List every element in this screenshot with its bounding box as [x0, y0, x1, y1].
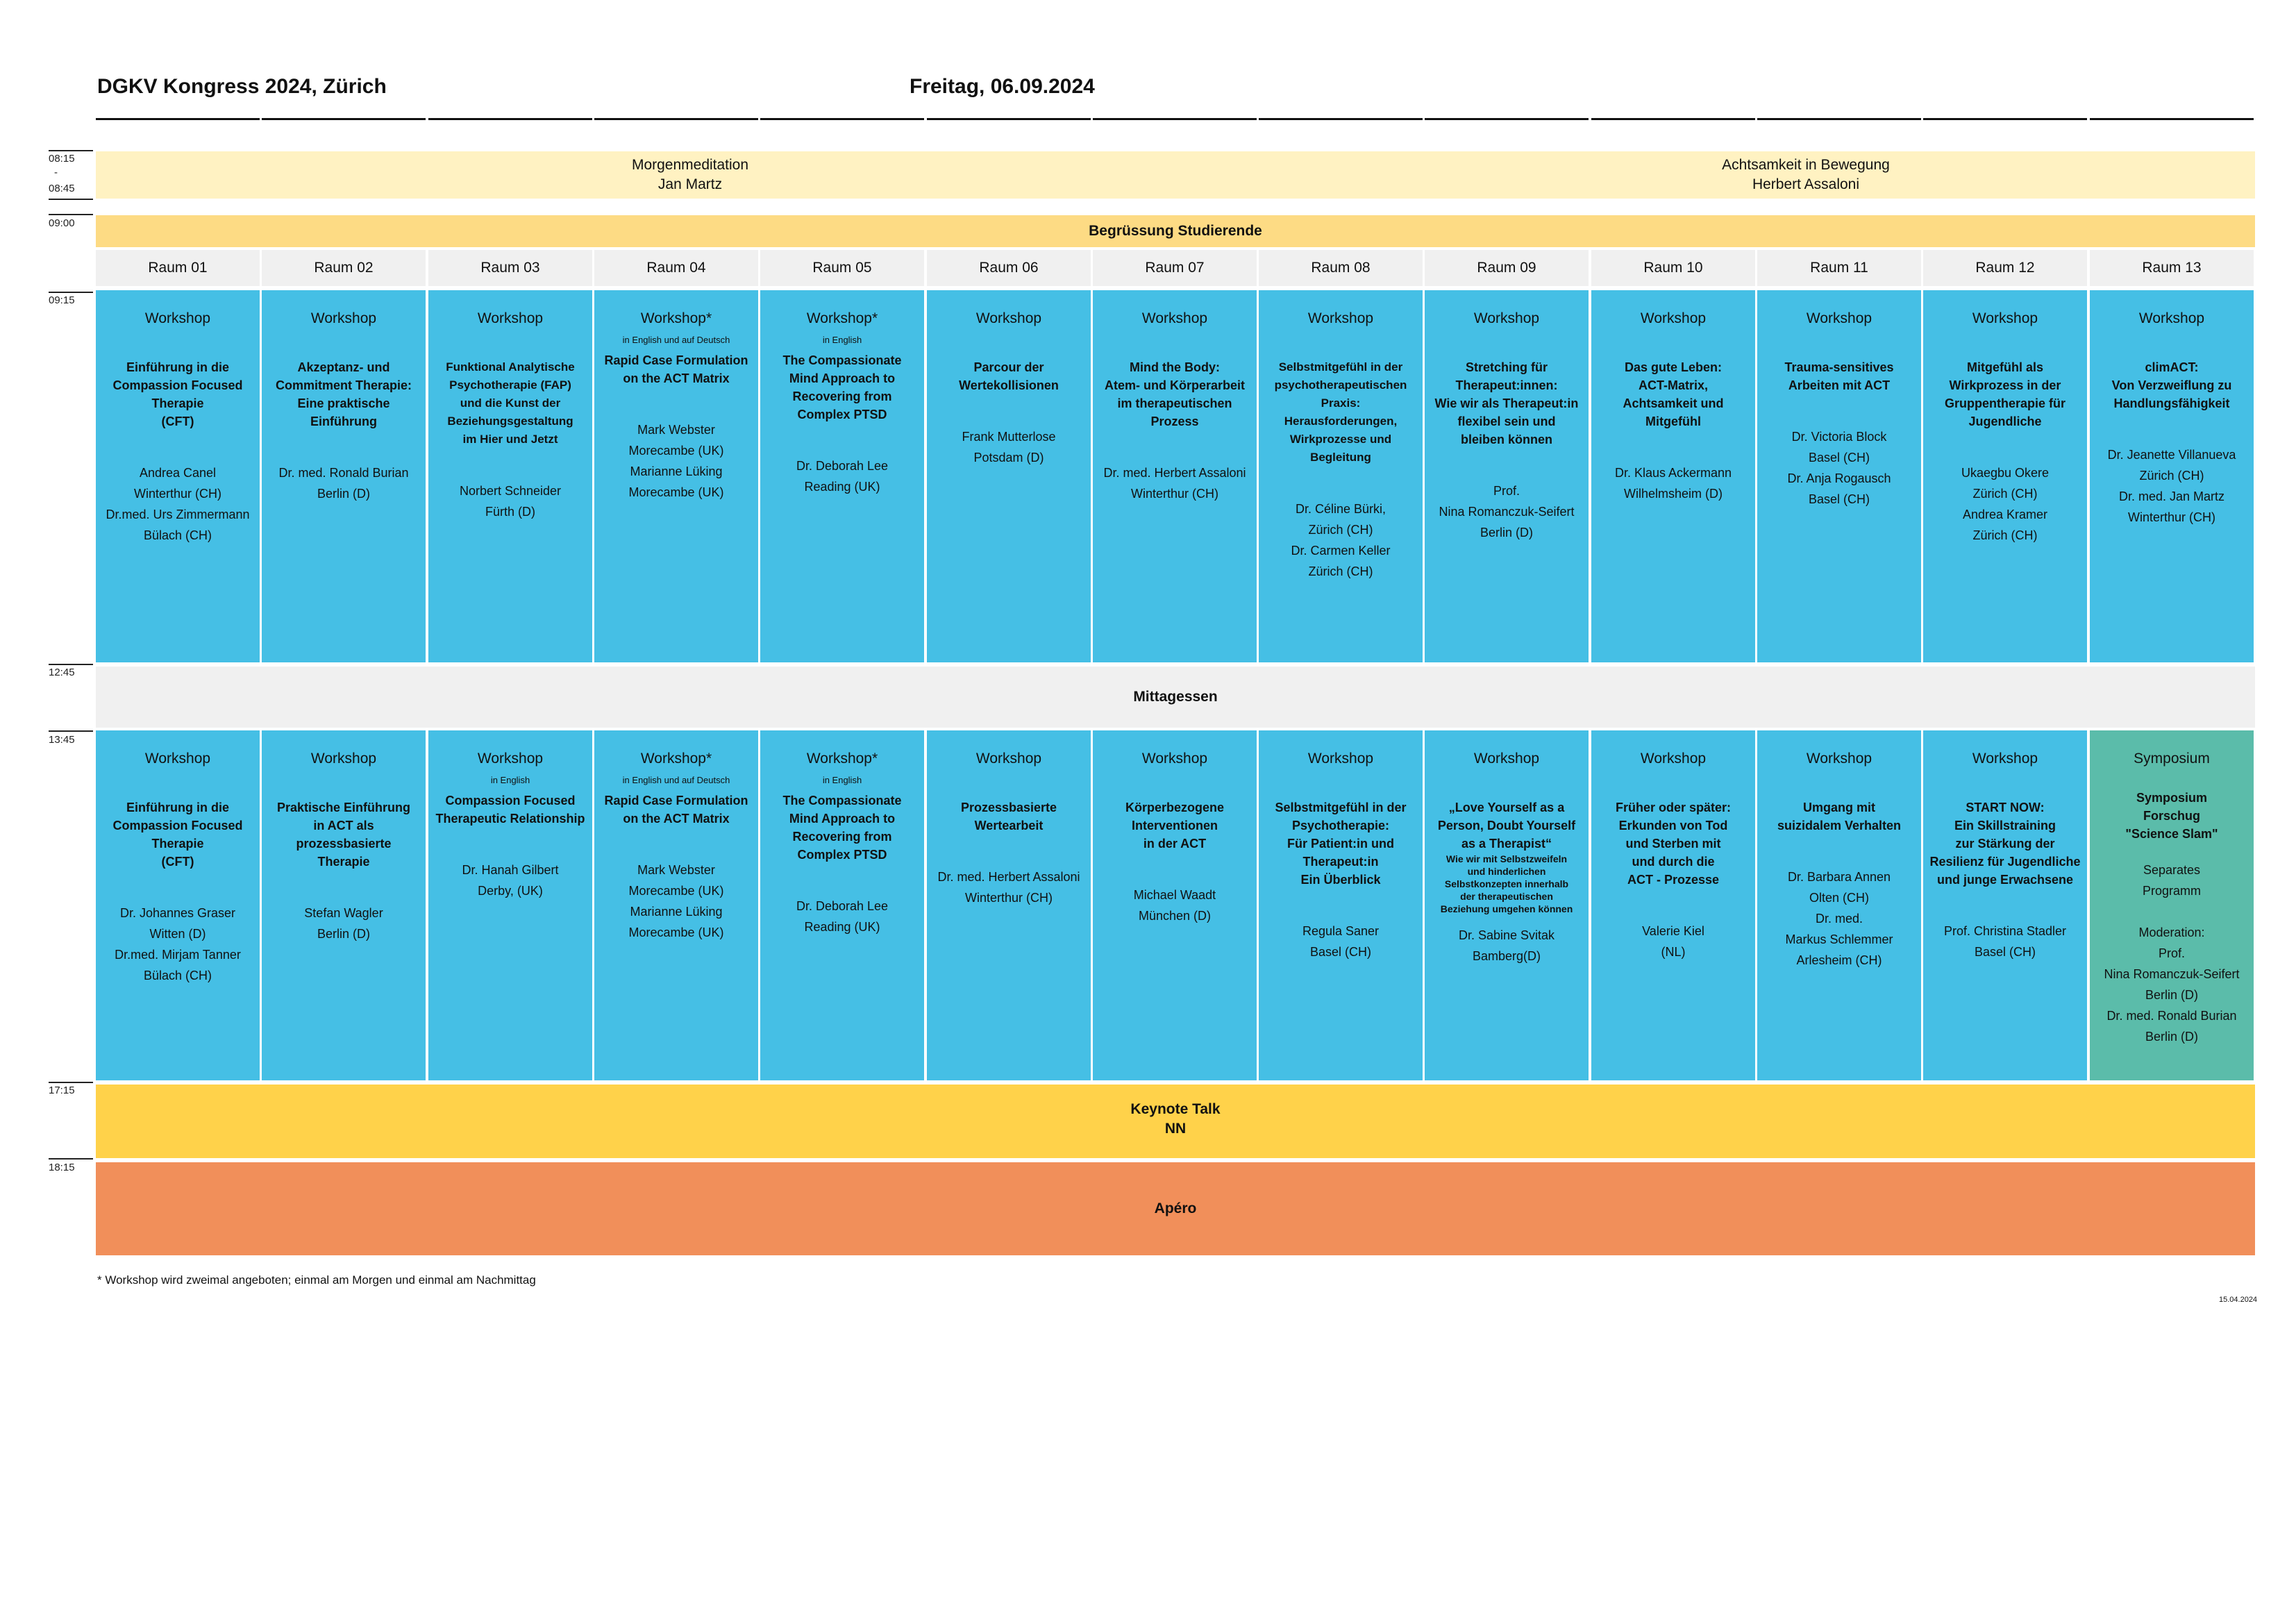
morning-workshop-type: Workshop	[1640, 310, 1707, 326]
afternoon-workshop-cell	[1591, 730, 1755, 1080]
morning-workshop-cell	[594, 290, 758, 662]
keynote-title: Keynote Talk	[1130, 1101, 1221, 1117]
time-separator	[49, 1082, 93, 1083]
header-underline	[1093, 118, 1257, 120]
afternoon-workshop-type: Workshop*	[806, 751, 878, 767]
morning-activities-band	[96, 151, 2255, 199]
afternoon-workshop-cell	[96, 730, 260, 1080]
afternoon-workshop-cell	[428, 730, 592, 1080]
afternoon-workshop-type: Workshop	[975, 751, 1042, 767]
morning-workshop-type: Workshop	[1141, 310, 1208, 326]
morning-workshop-type: Workshop*	[806, 310, 878, 326]
room-header: Raum 08	[1259, 250, 1423, 286]
time-separator	[49, 292, 93, 293]
room-header: Raum 04	[594, 250, 758, 286]
afternoon-workshop-title: „Love Yourself as a Person, Doubt Yourself as a Therapist“	[1437, 801, 1576, 851]
time-label-1345: 13:45	[49, 734, 75, 746]
morning-workshop-title: Das gute Leben: ACT-Matrix, Achtsamkeit und Mitgefühl	[1623, 360, 1724, 428]
afternoon-workshop-cell	[1757, 730, 1921, 1080]
morning-workshop-language-note: in English und auf Deutsch	[622, 335, 730, 345]
mindful-movement	[1545, 156, 2066, 194]
mindful-movement-leader: Herbert Assaloni	[1752, 176, 1860, 192]
time-separator	[49, 214, 93, 215]
keynote-band	[96, 1085, 2255, 1158]
afternoon-workshop-cell	[1259, 730, 1423, 1080]
room-header: Raum 03	[428, 250, 592, 286]
morning-workshop-type: Workshop	[477, 310, 544, 326]
morning-workshop-cell	[1757, 290, 1921, 662]
afternoon-workshop-type: Workshop	[1972, 751, 2038, 767]
morning-workshop-title: Selbstmitgefühl in der psychotherapeutischen Praxis: Herausforderungen, Wirkprozesse und Begleitung	[1274, 360, 1407, 464]
morning-workshop-cell	[927, 290, 1091, 662]
morning-workshop-language-note: in English	[822, 335, 862, 345]
afternoon-workshop-speakers: Regula Saner Basel (CH)	[1302, 924, 1380, 959]
morning-meditation-title: Morgenmeditation	[631, 157, 749, 173]
afternoon-workshop-cell	[1093, 730, 1257, 1080]
morning-workshop-title: Akzeptanz- und Commitment Therapie: Eine praktische Einführung	[275, 360, 412, 428]
morning-workshop-title: Rapid Case Formulation on the ACT Matrix	[604, 353, 748, 385]
header-underline	[594, 118, 758, 120]
afternoon-workshop-type: Workshop	[1473, 751, 1540, 767]
morning-workshop-type: Workshop	[1473, 310, 1540, 326]
afternoon-workshop-type: Workshop	[1141, 751, 1208, 767]
time-label-0915: 09:15	[49, 294, 75, 306]
afternoon-workshop-title: The Compassionate Mind Approach to Recovering from Complex PTSD	[782, 794, 902, 862]
header-underline	[1591, 118, 1755, 120]
room-header: Raum 07	[1093, 250, 1257, 286]
morning-workshop-type: Workshop	[975, 310, 1042, 326]
header-underline	[1757, 118, 1921, 120]
morning-workshop-cell	[760, 290, 924, 662]
afternoon-workshop-speakers: Separates Programm Moderation: Prof. Nina Romanczuk-Seifert Berlin (D) Dr. med. Ronald Burian Berlin (D)	[2104, 863, 2240, 1044]
room-header: Raum 02	[262, 250, 426, 286]
lunch-band: Mittagessen	[96, 667, 2255, 728]
room-header: Raum 10	[1591, 250, 1755, 286]
morning-workshop-title: Mind the Body: Atem- und Körperarbeit im therapeutischen Prozess	[1104, 360, 1246, 428]
morning-workshop-title: Einführung in die Compassion Focused Therapie (CFT)	[112, 360, 243, 428]
morning-workshop-speakers: Dr. med. Herbert Assaloni Winterthur (CH)	[1103, 466, 1246, 501]
schedule-date: Freitag, 06.09.2024	[910, 75, 1095, 98]
header-underline	[2090, 118, 2254, 120]
afternoon-workshop-type: Workshop	[310, 751, 377, 767]
time-separator	[49, 150, 93, 151]
afternoon-workshop-type: Symposium	[2134, 751, 2210, 767]
morning-workshop-speakers: Prof. Nina Romanczuk-Seifert Berlin (D)	[1439, 484, 1575, 539]
afternoon-workshop-speakers: Dr. Sabine Svitak Bamberg(D)	[1458, 928, 1555, 963]
afternoon-workshop-title: Selbstmitgefühl in der Psychotherapie: Für Patient:in und Therapeut:in Ein Überblick	[1275, 801, 1407, 887]
morning-meditation-leader: Jan Martz	[657, 176, 723, 192]
room-header: Raum 01	[96, 250, 260, 286]
afternoon-workshop-language-note: in English	[490, 775, 530, 785]
time-label-0900: 09:00	[49, 217, 75, 229]
afternoon-workshop-cell	[760, 730, 924, 1080]
morning-workshop-type: Workshop	[1806, 310, 1872, 326]
morning-workshop-speakers: Dr. med. Ronald Burian Berlin (D)	[278, 466, 409, 501]
time-label-0845: 08:45	[49, 183, 75, 194]
morning-workshop-title: Stretching für Therapeut:innen: Wie wir als Therapeut:in flexibel sein und bleiben können	[1434, 360, 1579, 446]
morning-workshop-cell	[262, 290, 426, 662]
morning-workshop-speakers: Andrea Canel Winterthur (CH) Dr.med. Urs Zimmermann Bülach (CH)	[106, 466, 250, 542]
room-header: Raum 11	[1757, 250, 1921, 286]
afternoon-workshop-title: Praktische Einführung in ACT als prozessbasierte Therapie	[276, 801, 411, 869]
afternoon-workshop-title: Symposium Forschug "Science Slam"	[2125, 791, 2218, 841]
afternoon-workshop-language-note: in English	[822, 775, 862, 785]
morning-workshop-type: Workshop	[1307, 310, 1374, 326]
room-header: Raum 05	[760, 250, 924, 286]
footnote: * Workshop wird zweimal angeboten; einmal am Morgen und einmal am Nachmittag	[97, 1273, 536, 1287]
afternoon-workshop-cell	[594, 730, 758, 1080]
afternoon-workshop-type: Workshop	[144, 751, 211, 767]
morning-workshop-type: Workshop*	[640, 310, 712, 326]
afternoon-workshop-title: Rapid Case Formulation on the ACT Matrix	[604, 794, 748, 826]
morning-workshop-cell	[96, 290, 260, 662]
morning-workshop-speakers: Mark Webster Morecambe (UK) Marianne Lüking Morecambe (UK)	[628, 423, 724, 499]
time-label-1715: 17:15	[49, 1085, 75, 1096]
afternoon-workshop-cell	[1425, 730, 1589, 1080]
header-underline	[1259, 118, 1423, 120]
afternoon-workshop-title: Körperbezogene Interventionen in der ACT	[1125, 801, 1225, 851]
morning-workshop-cell	[428, 290, 592, 662]
header-underline	[262, 118, 426, 120]
time-label-dash: -	[54, 167, 58, 178]
morning-workshop-cell	[1425, 290, 1589, 662]
room-header: Raum 13	[2090, 250, 2254, 286]
morning-workshop-speakers: Ukaegbu Okere Zürich (CH) Andrea Kramer Zürich (CH)	[1961, 466, 2050, 542]
morning-workshop-cell	[2090, 290, 2254, 662]
morning-workshop-speakers: Dr. Jeanette Villanueva Zürich (CH) Dr. med. Jan Martz Winterthur (CH)	[2107, 448, 2236, 524]
afternoon-workshop-type: Workshop	[1806, 751, 1872, 767]
time-separator	[49, 199, 93, 200]
morning-workshop-speakers: Dr. Deborah Lee Reading (UK)	[796, 459, 889, 494]
afternoon-workshop-description: Wie wir mit Selbstzweifeln und hinderlichen Selbstkonzepten innerhalb der therapeutischen Beziehung umgehen können	[1440, 853, 1573, 914]
morning-workshop-speakers: Frank Mutterlose Potsdam (D)	[962, 430, 1056, 464]
afternoon-workshop-speakers: Valerie Kiel (NL)	[1642, 924, 1704, 959]
afternoon-workshop-speakers: Prof. Christina Stadler Basel (CH)	[1943, 924, 2067, 959]
time-separator	[49, 1158, 93, 1160]
afternoon-workshop-title: Prozessbasierte Wertearbeit	[960, 801, 1057, 832]
mindful-movement-title: Achtsamkeit in Bewegung	[1722, 157, 1890, 173]
morning-workshop-title: Parcour der Wertekollisionen	[959, 360, 1059, 392]
morning-workshop-title: Trauma-sensitives Arbeiten mit ACT	[1784, 360, 1894, 392]
header-underline	[927, 118, 1091, 120]
afternoon-workshop-cell	[927, 730, 1091, 1080]
header-underline	[1425, 118, 1589, 120]
morning-workshop-type: Workshop	[1972, 310, 2038, 326]
morning-workshop-speakers: Dr. Victoria Block Basel (CH) Dr. Anja Rogausch Basel (CH)	[1787, 430, 1891, 506]
header-underline	[428, 118, 592, 120]
morning-workshop-cell	[1591, 290, 1755, 662]
afternoon-workshop-speakers: Mark Webster Morecambe (UK) Marianne Lüking Morecambe (UK)	[628, 863, 724, 939]
afternoon-workshop-title: Einführung in die Compassion Focused Therapie (CFT)	[112, 801, 243, 869]
morning-workshop-speakers: Dr. Céline Bürki, Zürich (CH) Dr. Carmen Keller Zürich (CH)	[1291, 502, 1391, 578]
morning-workshop-title: climACT: Von Verzweiflung zu Handlungsfähigkeit	[2111, 360, 2232, 410]
afternoon-workshop-cell	[2090, 730, 2254, 1080]
afternoon-workshop-speakers: Dr. Barbara Annen Olten (CH) Dr. med. Markus Schlemmer Arlesheim (CH)	[1785, 870, 1893, 967]
header-underline	[96, 118, 260, 120]
afternoon-workshop-speakers: Dr. Hanah Gilbert Derby, (UK)	[462, 863, 559, 898]
afternoon-workshop-type: Workshop	[1307, 751, 1374, 767]
room-header: Raum 12	[1923, 250, 2087, 286]
time-label-1815: 18:15	[49, 1162, 75, 1173]
afternoon-workshop-type: Workshop	[477, 751, 544, 767]
afternoon-workshop-speakers: Dr. med. Herbert Assaloni Winterthur (CH)	[937, 870, 1080, 905]
afternoon-workshop-title: Compassion Focused Therapeutic Relationship	[435, 794, 585, 826]
morning-workshop-cell	[1923, 290, 2087, 662]
time-label-0815: 08:15	[49, 153, 75, 165]
morning-workshop-cell	[1093, 290, 1257, 662]
apero-band: Apéro	[96, 1162, 2255, 1255]
afternoon-workshop-type: Workshop*	[640, 751, 712, 767]
header-underline	[760, 118, 924, 120]
afternoon-workshop-title: Umgang mit suizidalem Verhalten	[1777, 801, 1902, 832]
time-separator	[49, 730, 93, 732]
document-date: 15.04.2024	[2219, 1296, 2258, 1304]
morning-meditation	[482, 156, 898, 194]
afternoon-workshop-speakers: Stefan Wagler Berlin (D)	[304, 906, 383, 941]
afternoon-workshop-speakers: Dr. Johannes Graser Witten (D) Dr.med. Mirjam Tanner Bülach (CH)	[115, 906, 241, 982]
afternoon-workshop-speakers: Michael Waadt München (D)	[1133, 888, 1216, 923]
afternoon-workshop-language-note: in English und auf Deutsch	[622, 775, 730, 785]
time-label-1245: 12:45	[49, 667, 75, 678]
morning-workshop-title: The Compassionate Mind Approach to Recovering from Complex PTSD	[782, 353, 902, 421]
keynote-speaker: NN	[1164, 1121, 1187, 1137]
afternoon-workshop-cell	[262, 730, 426, 1080]
afternoon-workshop-type: Workshop	[1640, 751, 1707, 767]
afternoon-workshop-speakers: Dr. Deborah Lee Reading (UK)	[796, 899, 889, 934]
morning-workshop-type: Workshop	[310, 310, 377, 326]
morning-workshop-cell	[1259, 290, 1423, 662]
congress-title: DGKV Kongress 2024, Zürich	[97, 75, 387, 98]
room-header: Raum 09	[1425, 250, 1589, 286]
welcome-students-band: Begrüssung Studierende	[96, 215, 2255, 247]
header-underline	[1923, 118, 2087, 120]
afternoon-workshop-title: Früher oder später: Erkunden von Tod und Sterben mit und durch die ACT - Prozesse	[1615, 801, 1732, 887]
room-header: Raum 06	[927, 250, 1091, 286]
morning-workshop-speakers: Norbert Schneider Fürth (D)	[459, 484, 562, 519]
morning-workshop-type: Workshop	[144, 310, 211, 326]
morning-workshop-speakers: Dr. Klaus Ackermann Wilhelmsheim (D)	[1614, 466, 1732, 501]
time-separator	[49, 664, 93, 665]
morning-workshop-type: Workshop	[2138, 310, 2205, 326]
morning-workshop-title: Mitgefühl als Wirkprozess in der Gruppentherapie für Jugendliche	[1944, 360, 2065, 428]
morning-workshop-title: Funktional Analytische Psychotherapie (FAP) und die Kunst der Beziehungsgestaltung im Hier und Jetzt	[446, 360, 575, 446]
afternoon-workshop-cell	[1923, 730, 2087, 1080]
afternoon-workshop-title: START NOW: Ein Skillstraining zur Stärkung der Resilienz für Jugendliche und junge Erwachsene	[1929, 801, 2081, 887]
